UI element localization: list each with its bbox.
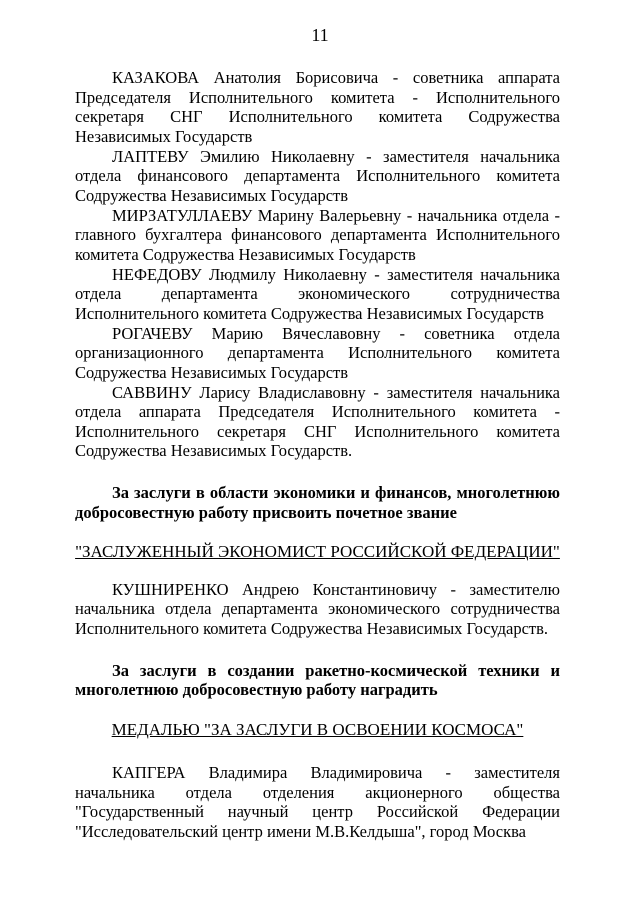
page-number: 11: [311, 25, 329, 45]
decree-statement: За заслуги в области экономики и финансов, многолетнюю добросовестную работу присвоить почетное звание: [75, 483, 560, 522]
decree-statement: За заслуги в создании ракетно-космической техники и многолетнюю добросовестную работу наградить: [75, 660, 560, 699]
award-recipient-paragraph: РОГАЧЕВУ Марию Вячеславовну - советника отдела организационного департамента Исполнительного комитета Содружества Независимых Государств: [75, 323, 560, 382]
award-recipient-paragraph: САВВИНУ Ларису Владиславовну - заместителя начальника отдела аппарата Председателя Исполнительного комитета - Исполнительного секретаря СНГ Исполнительного комитета Содружества Независимых Государств.: [75, 382, 560, 460]
award-recipient-paragraph: НЕФЕДОВУ Людмилу Николаевну - заместителя начальника отдела департамента экономического сотрудничества Исполнительного комитета Содружества Независимых Государств: [75, 264, 560, 323]
award-recipient-paragraph: КУШНИРЕНКО Андрею Константиновичу - заместителю начальника отдела департамента экономического сотрудничества Исполнительного комитета Содружества Независимых Государств.: [75, 579, 560, 638]
medal-title-heading: МЕДАЛЬЮ "ЗА ЗАСЛУГИ В ОСВОЕНИИ КОСМОСА": [111, 719, 524, 739]
award-recipient-paragraph: КАПГЕРА Владимира Владимировича - заместителя начальника отдела отделения акционерного общества "Государственный научный центр Российской Федерации "Исследовательский центр имени М.В.Келдыша", город Москва: [75, 763, 560, 841]
award-recipient-paragraph: МИРЗАТУЛЛАЕВУ Марину Валерьевну - начальника отдела - главного бухгалтера финансового департамента Исполнительного комитета Содружества Независимых Государств: [75, 205, 560, 264]
award-recipient-paragraph: КАЗАКОВА Анатолия Борисовича - советника аппарата Председателя Исполнительного комитета - Исполнительного секретаря СНГ Исполнительного комитета Содружества Независимых Государств: [75, 68, 560, 146]
document-body: [75, 68, 560, 842]
honorary-title-heading: "ЗАСЛУЖЕННЫЙ ЭКОНОМИСТ РОССИЙСКОЙ ФЕДЕРАЦИИ": [75, 542, 560, 561]
award-recipient-paragraph: ЛАПТЕВУ Эмилию Николаевну - заместителя начальника отдела финансового департамента Исполнительного комитета Содружества Независимых Государств: [75, 146, 560, 205]
